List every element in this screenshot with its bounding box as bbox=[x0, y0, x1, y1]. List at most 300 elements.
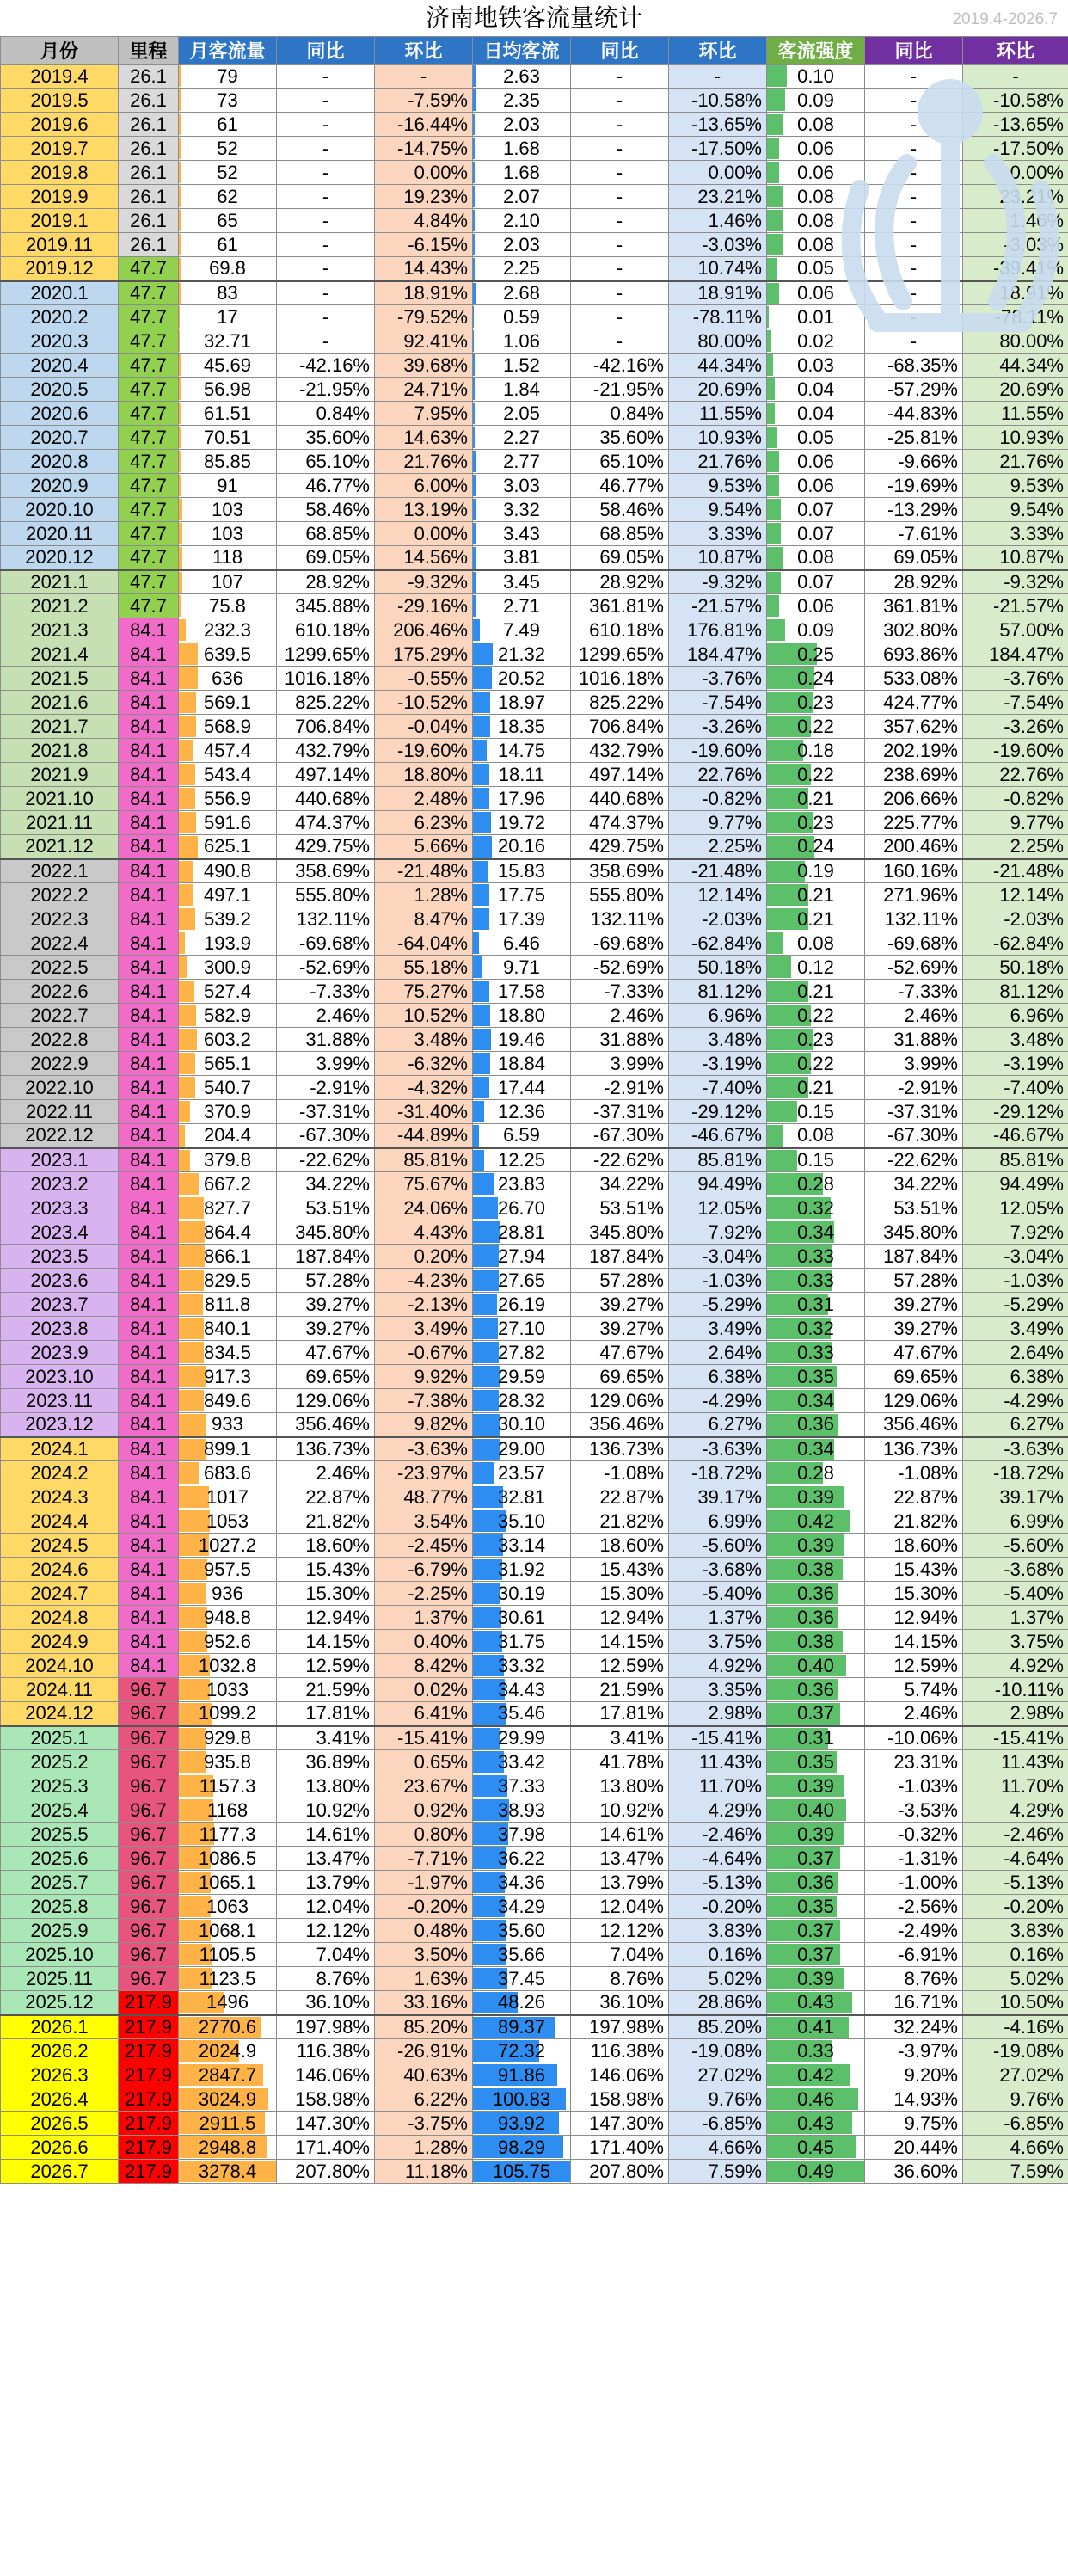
cell-daily-yoy: 0.84% bbox=[571, 402, 669, 426]
cell-value: 61 bbox=[217, 113, 238, 135]
cell-mileage: 84.1 bbox=[119, 1461, 179, 1485]
cell-monthly-mom: 85.20% bbox=[375, 2015, 473, 2039]
cell-intensity-yoy: 533.08% bbox=[865, 667, 963, 691]
cell-month: 2026.6 bbox=[1, 2136, 119, 2160]
cell-monthly-mom: 18.80% bbox=[375, 763, 473, 787]
cell-intensity bbox=[767, 835, 865, 859]
cell-monthly-mom: 3.48% bbox=[375, 1028, 473, 1052]
cell-daily-mom: -21.48% bbox=[669, 859, 767, 883]
cell-intensity-mom: 0.00% bbox=[963, 161, 1068, 185]
cell-mileage: 84.1 bbox=[119, 1004, 179, 1028]
cell-daily-mom: 1.46% bbox=[669, 209, 767, 233]
cell-value: 0.21 bbox=[797, 1076, 834, 1098]
cell-monthly-mom: -26.91% bbox=[375, 2039, 473, 2063]
value-bar bbox=[179, 403, 181, 424]
cell-intensity-yoy: -6.91% bbox=[865, 1943, 963, 1967]
cell-daily-mom: -78.11% bbox=[669, 305, 767, 329]
value-bar bbox=[179, 1318, 204, 1339]
cell-monthly-mom: -0.04% bbox=[375, 715, 473, 739]
cell-value: 0.38 bbox=[797, 1558, 834, 1580]
cell-intensity-mom: 11.70% bbox=[963, 1774, 1068, 1798]
table-row bbox=[1, 859, 1068, 883]
cell-daily-mom: - bbox=[669, 65, 767, 89]
cell-value: 917.3 bbox=[203, 1365, 252, 1387]
cell-mileage: 47.7 bbox=[119, 426, 179, 450]
cell-value: 0.45 bbox=[797, 2136, 834, 2158]
cell-mileage: 96.7 bbox=[119, 1847, 179, 1871]
table-row bbox=[1, 715, 1068, 739]
cell-month: 2023.1 bbox=[1, 1148, 119, 1172]
cell-monthly-yoy: 21.82% bbox=[277, 1509, 375, 1534]
cell-value: 34.29 bbox=[497, 1895, 546, 1917]
value-bar bbox=[767, 619, 785, 641]
cell-daily-flow bbox=[473, 378, 571, 402]
cell-intensity-mom: 4.92% bbox=[963, 1654, 1068, 1678]
table-row bbox=[1, 378, 1068, 402]
cell-month: 2020.7 bbox=[1, 426, 119, 450]
value-bar bbox=[179, 186, 181, 207]
cell-intensity-yoy: -52.69% bbox=[865, 956, 963, 980]
cell-value: 37.98 bbox=[497, 1823, 546, 1845]
cell-monthly-yoy: 147.30% bbox=[277, 2112, 375, 2136]
cell-value: 0.36 bbox=[797, 1871, 834, 1893]
cell-intensity-mom: 4.66% bbox=[963, 2136, 1068, 2160]
cell-daily-yoy: 610.18% bbox=[571, 618, 669, 642]
cell-value: 18.80 bbox=[497, 1004, 546, 1026]
cell-value: 21.32 bbox=[497, 642, 546, 665]
cell-daily-flow bbox=[473, 787, 571, 811]
cell-monthly-flow bbox=[179, 185, 277, 209]
cell-value: 0.37 bbox=[797, 1702, 834, 1725]
cell-daily-flow bbox=[473, 931, 571, 956]
cell-daily-mom: 3.33% bbox=[669, 522, 767, 546]
cell-daily-mom: 4.29% bbox=[669, 1798, 767, 1823]
cell-intensity bbox=[767, 1004, 865, 1028]
cell-monthly-yoy: 2.46% bbox=[277, 1004, 375, 1028]
cell-monthly-yoy: 158.98% bbox=[277, 2087, 375, 2112]
cell-daily-flow bbox=[473, 257, 571, 281]
cell-value: 18.35 bbox=[497, 715, 546, 737]
cell-monthly-flow bbox=[179, 859, 277, 883]
cell-mileage: 84.1 bbox=[119, 1293, 179, 1317]
cell-mileage: 84.1 bbox=[119, 1630, 179, 1654]
cell-monthly-yoy: - bbox=[277, 89, 375, 113]
cell-daily-yoy: 129.06% bbox=[571, 1389, 669, 1413]
cell-daily-yoy: - bbox=[571, 305, 669, 329]
cell-month: 2021.5 bbox=[1, 667, 119, 691]
cell-value: 61 bbox=[217, 233, 238, 255]
cell-daily-yoy: - bbox=[571, 137, 669, 161]
cell-intensity bbox=[767, 956, 865, 980]
cell-daily-yoy: 440.68% bbox=[571, 787, 669, 811]
cell-intensity-yoy: 53.51% bbox=[865, 1196, 963, 1220]
cell-mileage: 96.7 bbox=[119, 1823, 179, 1847]
cell-daily-mom: -3.26% bbox=[669, 715, 767, 739]
cell-intensity bbox=[767, 1196, 865, 1220]
cell-intensity-yoy: -68.35% bbox=[865, 354, 963, 378]
cell-monthly-flow bbox=[179, 1582, 277, 1606]
value-bar bbox=[179, 475, 181, 496]
cell-intensity-mom: 9.53% bbox=[963, 474, 1068, 498]
cell-monthly-flow bbox=[179, 691, 277, 715]
cell-intensity bbox=[767, 1534, 865, 1558]
cell-value: 929.8 bbox=[203, 1726, 252, 1749]
cell-value: 19.72 bbox=[497, 811, 546, 833]
cell-value: 864.4 bbox=[203, 1220, 252, 1243]
cell-daily-flow bbox=[473, 1654, 571, 1678]
cell-intensity-yoy: 693.86% bbox=[865, 642, 963, 667]
cell-value: 31.92 bbox=[497, 1558, 546, 1580]
cell-value: 0.46 bbox=[797, 2087, 834, 2110]
value-bar bbox=[473, 1029, 491, 1050]
cell-monthly-flow bbox=[179, 980, 277, 1004]
cell-value: 0.01 bbox=[797, 305, 834, 328]
cell-daily-yoy: 429.75% bbox=[571, 835, 669, 859]
cell-monthly-yoy: 53.51% bbox=[277, 1196, 375, 1220]
cell-intensity-yoy: 356.46% bbox=[865, 1413, 963, 1437]
cell-daily-yoy: 21.82% bbox=[571, 1509, 669, 1534]
cell-monthly-mom: 14.63% bbox=[375, 426, 473, 450]
value-bar bbox=[473, 788, 489, 809]
value-bar bbox=[179, 572, 182, 593]
cell-daily-mom: 12.14% bbox=[669, 883, 767, 907]
cell-daily-yoy: - bbox=[571, 209, 669, 233]
cell-monthly-mom: 4.43% bbox=[375, 1220, 473, 1245]
cell-daily-mom: 6.96% bbox=[669, 1004, 767, 1028]
cell-monthly-yoy: 13.80% bbox=[277, 1774, 375, 1798]
cell-intensity-mom: -19.60% bbox=[963, 739, 1068, 763]
cell-daily-yoy: 555.80% bbox=[571, 883, 669, 907]
cell-daily-yoy: 13.79% bbox=[571, 1871, 669, 1895]
cell-intensity-yoy: 69.05% bbox=[865, 546, 963, 570]
cell-monthly-mom: 206.46% bbox=[375, 618, 473, 642]
cell-intensity-yoy: 357.62% bbox=[865, 715, 963, 739]
cell-monthly-flow bbox=[179, 1052, 277, 1076]
cell-intensity-yoy: -25.81% bbox=[865, 426, 963, 450]
value-bar bbox=[179, 1294, 203, 1315]
cell-monthly-yoy: 39.27% bbox=[277, 1293, 375, 1317]
value-bar bbox=[473, 908, 489, 930]
cell-daily-mom: 20.69% bbox=[669, 378, 767, 402]
cell-intensity-yoy: 8.76% bbox=[865, 1967, 963, 1991]
cell-value: 0.09 bbox=[797, 89, 834, 111]
cell-month: 2021.3 bbox=[1, 618, 119, 642]
cell-monthly-mom: 0.02% bbox=[375, 1678, 473, 1702]
value-bar bbox=[179, 861, 193, 882]
cell-monthly-flow bbox=[179, 402, 277, 426]
cell-value: 18.97 bbox=[497, 691, 546, 713]
cell-monthly-mom: 6.41% bbox=[375, 1702, 473, 1726]
cell-mileage: 84.1 bbox=[119, 1365, 179, 1389]
cell-value: 52 bbox=[217, 161, 238, 183]
value-bar bbox=[179, 788, 195, 809]
cell-daily-flow bbox=[473, 883, 571, 907]
value-bar bbox=[473, 619, 480, 641]
value-bar bbox=[473, 306, 474, 328]
cell-mileage: 84.1 bbox=[119, 1220, 179, 1245]
cell-monthly-yoy: 69.05% bbox=[277, 546, 375, 570]
cell-month: 2024.2 bbox=[1, 1461, 119, 1485]
cell-value: 0.06 bbox=[797, 594, 834, 617]
cell-month: 2022.8 bbox=[1, 1028, 119, 1052]
cell-intensity bbox=[767, 1871, 865, 1895]
cell-mileage: 96.7 bbox=[119, 1919, 179, 1943]
value-bar bbox=[179, 812, 196, 833]
cell-daily-flow bbox=[473, 763, 571, 787]
cell-daily-mom: 3.48% bbox=[669, 1028, 767, 1052]
value-bar bbox=[179, 451, 181, 472]
cell-value: 0.40 bbox=[797, 1798, 834, 1821]
cell-mileage: 26.1 bbox=[119, 89, 179, 113]
cell-intensity-yoy: 14.93% bbox=[865, 2087, 963, 2112]
cell-month: 2024.12 bbox=[1, 1702, 119, 1726]
cell-monthly-yoy: 15.30% bbox=[277, 1582, 375, 1606]
cell-value: 866.1 bbox=[203, 1245, 252, 1267]
value-bar bbox=[473, 475, 476, 496]
cell-month: 2023.4 bbox=[1, 1220, 119, 1245]
cell-monthly-flow bbox=[179, 1654, 277, 1678]
cell-mileage: 47.7 bbox=[119, 257, 179, 281]
cell-daily-mom: 4.66% bbox=[669, 2136, 767, 2160]
cell-daily-mom: 176.81% bbox=[669, 618, 767, 642]
cell-monthly-mom: 5.66% bbox=[375, 835, 473, 859]
cell-monthly-flow bbox=[179, 715, 277, 739]
table-row bbox=[1, 618, 1068, 642]
value-bar bbox=[473, 283, 476, 304]
cell-monthly-yoy: 22.87% bbox=[277, 1485, 375, 1509]
cell-intensity bbox=[767, 570, 865, 594]
cell-daily-yoy: 34.22% bbox=[571, 1172, 669, 1196]
value-bar bbox=[767, 1150, 797, 1171]
cell-value: 497.1 bbox=[203, 883, 252, 906]
cell-monthly-yoy: 497.14% bbox=[277, 763, 375, 787]
cell-daily-yoy: 497.14% bbox=[571, 763, 669, 787]
cell-monthly-yoy: 1299.65% bbox=[277, 642, 375, 667]
table-row bbox=[1, 450, 1068, 474]
cell-monthly-mom: 7.95% bbox=[375, 402, 473, 426]
cell-intensity-mom: -4.16% bbox=[963, 2015, 1068, 2039]
value-bar bbox=[473, 1728, 500, 1749]
cell-monthly-flow bbox=[179, 2160, 277, 2184]
cell-monthly-yoy: 35.60% bbox=[277, 426, 375, 450]
cell-daily-yoy: -37.31% bbox=[571, 1100, 669, 1124]
cell-value: 300.9 bbox=[203, 956, 252, 978]
cell-mileage: 26.1 bbox=[119, 233, 179, 257]
cell-mileage: 84.1 bbox=[119, 1558, 179, 1582]
cell-daily-mom: 21.76% bbox=[669, 450, 767, 474]
cell-mileage: 84.1 bbox=[119, 1534, 179, 1558]
cell-intensity-yoy: 361.81% bbox=[865, 594, 963, 618]
cell-daily-yoy: 31.88% bbox=[571, 1028, 669, 1052]
cell-mileage: 84.1 bbox=[119, 1052, 179, 1076]
value-bar bbox=[473, 234, 475, 255]
cell-monthly-mom: 19.23% bbox=[375, 185, 473, 209]
cell-intensity-mom: 6.27% bbox=[963, 1413, 1068, 1437]
cell-daily-flow bbox=[473, 1823, 571, 1847]
cell-value: 35.46 bbox=[497, 1702, 546, 1725]
cell-value: 18.84 bbox=[497, 1052, 546, 1074]
cell-month: 2024.9 bbox=[1, 1630, 119, 1654]
cell-monthly-flow bbox=[179, 2112, 277, 2136]
cell-daily-mom: -5.29% bbox=[669, 1293, 767, 1317]
cell-value: 17.75 bbox=[497, 883, 546, 906]
cell-month: 2021.7 bbox=[1, 715, 119, 739]
table-row bbox=[1, 1558, 1068, 1582]
cell-monthly-mom: -10.52% bbox=[375, 691, 473, 715]
cell-monthly-flow bbox=[179, 498, 277, 522]
cell-value: 0.06 bbox=[797, 474, 834, 496]
cell-intensity-mom: 5.02% bbox=[963, 1967, 1068, 1991]
cell-intensity bbox=[767, 980, 865, 1004]
cell-intensity-mom: -21.48% bbox=[963, 859, 1068, 883]
cell-intensity-yoy: 9.20% bbox=[865, 2063, 963, 2087]
cell-month: 2025.2 bbox=[1, 1750, 119, 1774]
cell-month: 2025.7 bbox=[1, 1871, 119, 1895]
cell-monthly-flow bbox=[179, 1269, 277, 1293]
cell-monthly-flow bbox=[179, 1774, 277, 1798]
table-row bbox=[1, 594, 1068, 618]
cell-daily-yoy: 146.06% bbox=[571, 2063, 669, 2087]
cell-month: 2024.7 bbox=[1, 1582, 119, 1606]
cell-intensity-mom: -0.82% bbox=[963, 787, 1068, 811]
cell-intensity-mom: 6.96% bbox=[963, 1004, 1068, 1028]
cell-monthly-mom: -29.16% bbox=[375, 594, 473, 618]
value-bar bbox=[473, 1270, 499, 1291]
cell-daily-mom: -2.03% bbox=[669, 907, 767, 931]
cell-value: 2.10 bbox=[503, 209, 540, 231]
cell-value: 1053 bbox=[206, 1509, 249, 1532]
cell-daily-yoy: 39.27% bbox=[571, 1293, 669, 1317]
cell-daily-yoy: -2.91% bbox=[571, 1076, 669, 1100]
cell-intensity-mom: 3.48% bbox=[963, 1028, 1068, 1052]
cell-daily-mom: 3.35% bbox=[669, 1678, 767, 1702]
value-bar bbox=[473, 1053, 490, 1074]
cell-intensity-yoy: 2.46% bbox=[865, 1004, 963, 1028]
cell-value: 23.83 bbox=[497, 1172, 546, 1195]
value-bar bbox=[179, 1631, 207, 1652]
cell-monthly-flow bbox=[179, 1558, 277, 1582]
cell-daily-yoy: -42.16% bbox=[571, 354, 669, 378]
cell-value: 0.35 bbox=[797, 1895, 834, 1917]
cell-value: 0.41 bbox=[797, 2015, 834, 2038]
cell-daily-flow bbox=[473, 2039, 571, 2063]
cell-intensity-yoy: -1.03% bbox=[865, 1774, 963, 1798]
cell-daily-flow bbox=[473, 1485, 571, 1509]
cell-monthly-mom: -21.48% bbox=[375, 859, 473, 883]
cell-value: 27.10 bbox=[497, 1317, 546, 1339]
cell-value: 34.43 bbox=[497, 1678, 546, 1700]
cell-intensity-mom: -2.46% bbox=[963, 1823, 1068, 1847]
cell-month: 2021.9 bbox=[1, 763, 119, 787]
cell-intensity-mom: -4.64% bbox=[963, 1847, 1068, 1871]
cell-monthly-flow bbox=[179, 1847, 277, 1871]
cell-monthly-flow bbox=[179, 1485, 277, 1509]
value-bar bbox=[179, 1462, 199, 1484]
value-bar bbox=[179, 523, 182, 544]
cell-value: 17 bbox=[217, 305, 238, 328]
cell-intensity bbox=[767, 1413, 865, 1437]
cell-value: 0.32 bbox=[797, 1196, 834, 1219]
cell-intensity-mom: -3.26% bbox=[963, 715, 1068, 739]
cell-daily-yoy: 15.30% bbox=[571, 1582, 669, 1606]
cell-daily-flow bbox=[473, 570, 571, 594]
cell-intensity bbox=[767, 1702, 865, 1726]
cell-value: 27.65 bbox=[497, 1269, 546, 1291]
cell-value: 0.39 bbox=[797, 1534, 834, 1556]
value-bar bbox=[473, 836, 492, 858]
cell-month: 2021.12 bbox=[1, 835, 119, 859]
cell-value: 62 bbox=[217, 185, 238, 207]
cell-intensity-mom: 50.18% bbox=[963, 956, 1068, 980]
cell-monthly-yoy: 10.92% bbox=[277, 1798, 375, 1823]
cell-intensity-mom: - bbox=[963, 65, 1068, 89]
cell-mileage: 84.1 bbox=[119, 956, 179, 980]
cell-intensity-mom: 3.75% bbox=[963, 1630, 1068, 1654]
cell-value: 65 bbox=[217, 209, 238, 231]
cell-value: 0.34 bbox=[797, 1220, 834, 1243]
cell-value: 1.68 bbox=[503, 137, 540, 159]
cell-mileage: 26.1 bbox=[119, 161, 179, 185]
cell-monthly-yoy: 132.11% bbox=[277, 907, 375, 931]
cell-value: 0.37 bbox=[797, 1919, 834, 1941]
cell-intensity bbox=[767, 1582, 865, 1606]
cell-value: 29.99 bbox=[497, 1726, 546, 1749]
cell-daily-flow bbox=[473, 402, 571, 426]
cell-intensity bbox=[767, 522, 865, 546]
cell-value: 0.43 bbox=[797, 1991, 834, 2013]
cell-monthly-mom: 18.91% bbox=[375, 281, 473, 305]
cell-monthly-flow bbox=[179, 1871, 277, 1895]
cell-value: 0.22 bbox=[797, 1004, 834, 1026]
cell-value: 3278.4 bbox=[198, 2160, 257, 2182]
cell-monthly-flow bbox=[179, 1196, 277, 1220]
value-bar bbox=[179, 1583, 206, 1604]
value-bar bbox=[473, 65, 476, 87]
cell-monthly-flow bbox=[179, 1630, 277, 1654]
cell-month: 2025.5 bbox=[1, 1823, 119, 1847]
table-row bbox=[1, 1220, 1068, 1245]
cell-intensity-mom: 80.00% bbox=[963, 329, 1068, 354]
cell-monthly-yoy: 13.47% bbox=[277, 1847, 375, 1871]
cell-monthly-flow bbox=[179, 1293, 277, 1317]
value-bar bbox=[767, 186, 783, 207]
cell-daily-mom: -6.85% bbox=[669, 2112, 767, 2136]
cell-daily-yoy: 356.46% bbox=[571, 1413, 669, 1437]
cell-daily-yoy: - bbox=[571, 161, 669, 185]
cell-daily-mom: 10.74% bbox=[669, 257, 767, 281]
cell-monthly-mom: 14.56% bbox=[375, 546, 473, 570]
cell-daily-flow bbox=[473, 1341, 571, 1365]
cell-daily-flow bbox=[473, 1943, 571, 1967]
value-bar bbox=[473, 378, 475, 400]
cell-daily-flow bbox=[473, 1991, 571, 2015]
cell-value: 0.22 bbox=[797, 1052, 834, 1074]
cell-daily-yoy: 21.59% bbox=[571, 1678, 669, 1702]
cell-intensity bbox=[767, 1317, 865, 1341]
cell-monthly-flow bbox=[179, 113, 277, 137]
cell-daily-yoy: 69.05% bbox=[571, 546, 669, 570]
cell-value: 3.45 bbox=[503, 570, 540, 593]
cell-month: 2020.5 bbox=[1, 378, 119, 402]
cell-intensity-mom: 9.77% bbox=[963, 811, 1068, 835]
cell-mileage: 47.7 bbox=[119, 305, 179, 329]
value-bar bbox=[179, 1173, 199, 1195]
cell-monthly-yoy: 12.12% bbox=[277, 1919, 375, 1943]
cell-intensity-yoy: -2.56% bbox=[865, 1895, 963, 1919]
cell-month: 2024.5 bbox=[1, 1534, 119, 1558]
cell-monthly-yoy: - bbox=[277, 233, 375, 257]
cell-value: 73 bbox=[217, 89, 238, 111]
